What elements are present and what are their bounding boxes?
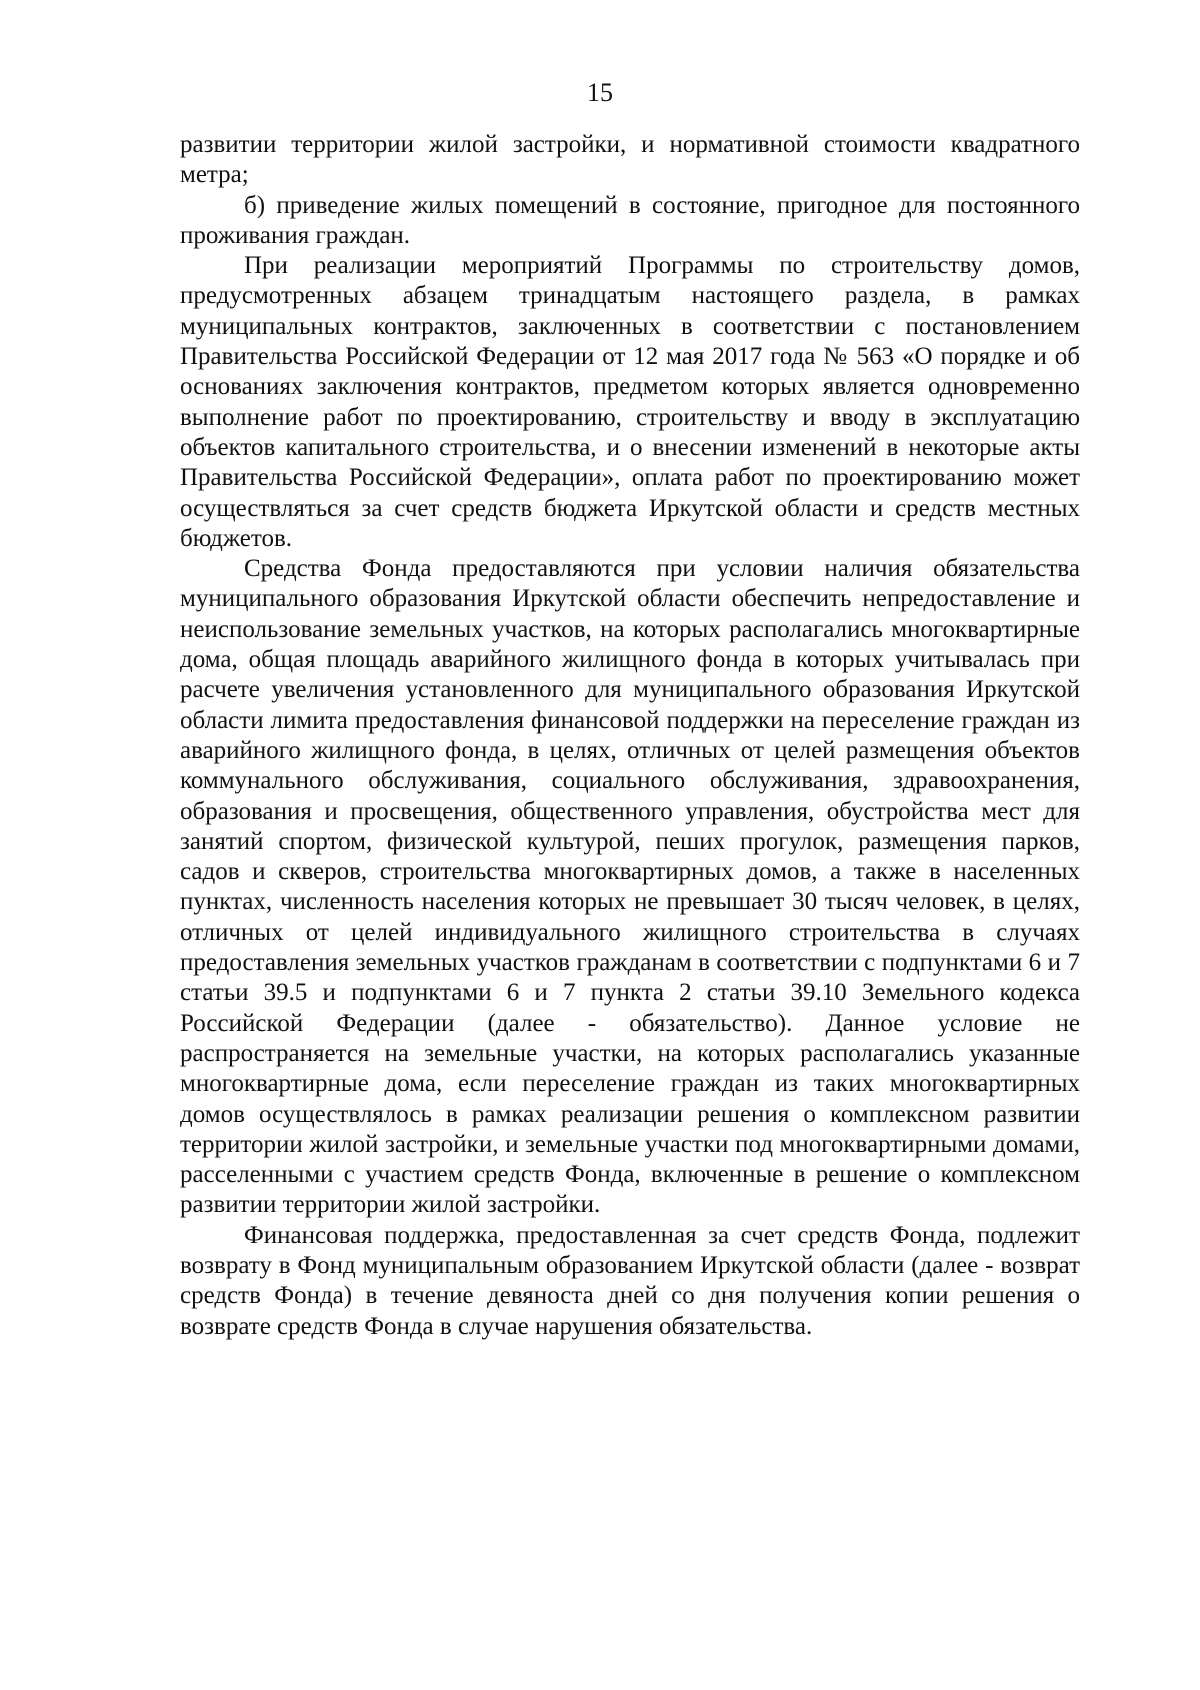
paragraph-fund-obligation: Средства Фонда предоставляются при условии наличия обязательства муниципального образования Иркутской области обеспечить непредоставление и неиспользование земельных участков, на которых располагались многоквартирные дома, общая площадь аварийного жилищного фонда в которых учитывалась при расчете увеличения установленного для муниципального образования Иркутской области лимита предоставления финансовой поддержки на переселение граждан из аварийного жилищного фонда, в целях, отличных от целей размещения объектов коммунального обслуживания, социального обслуживания, здравоохранения, образования и просвещения, общественного управления, обустройства мест для занятий спортом, физической культурой, пеших прогулок, размещения парков, садов и скверов, строительства многоквартирных домов, а также в населенных пунктах, численность населения которых не превышает 30 тысяч человек, в целях, отличных от целей индивидуального жилищного строительства в случаях предоставления земельных участков гражданам в соответствии с подпунктами 6 и 7 статьи 39.5 и подпунктами 6 и 7 пункта 2 статьи 39.10 Земельного кодекса Российской Федерации (далее - обязательство). Данное условие не распространяется на земельные участки, на которых располагались указанные многоквартирные дома, если переселение граждан из таких многоквартирных домов осуществлялось в рамках реализации решения о комплексном развитии территории жилой застройки, и земельные участки под многоквартирными домами, расселенными с участием средств Фонда, включенные в решение о комплексном развитии территории жилой застройки. xyxy=(180,555,1080,1219)
paragraph-continuation: развитии территории жилой застройки, и нормативной стоимости квадратного метра; xyxy=(180,131,1080,189)
document-body xyxy=(180,130,1080,1342)
page-number: 15 xyxy=(587,78,613,107)
paragraph-item-b: б) приведение жилых помещений в состояние, пригодное для постоянного проживания граждан. xyxy=(180,191,1080,249)
paragraph-fund-return: Финансовая поддержка, предоставленная за счет средств Фонда, подлежит возврату в Фонд муниципальным образованием Иркутской области (далее - возврат средств Фонда) в течение девяноста дней со дня получения копии решения о возврате средств Фонда в случае нарушения обязательства. xyxy=(180,1221,1080,1340)
paragraph-design-payment: При реализации мероприятий Программы по строительству домов, предусмотренных абзацем тринадцатым настоящего раздела, в рамках муниципальных контрактов, заключенных в соответствии с постановлением Правительства Российской Федерации от 12 мая 2017 года № 563 «О порядке и об основаниях заключения контрактов, предметом которых является одновременно выполнение работ по проектированию, строительству и вводу в эксплуатацию объектов капитального строительства, и о внесении изменений в некоторые акты Правительства Российской Федерации», оплата работ по проектированию может осуществляться за счет средств бюджета Иркутской области и средств местных бюджетов. xyxy=(180,252,1080,552)
